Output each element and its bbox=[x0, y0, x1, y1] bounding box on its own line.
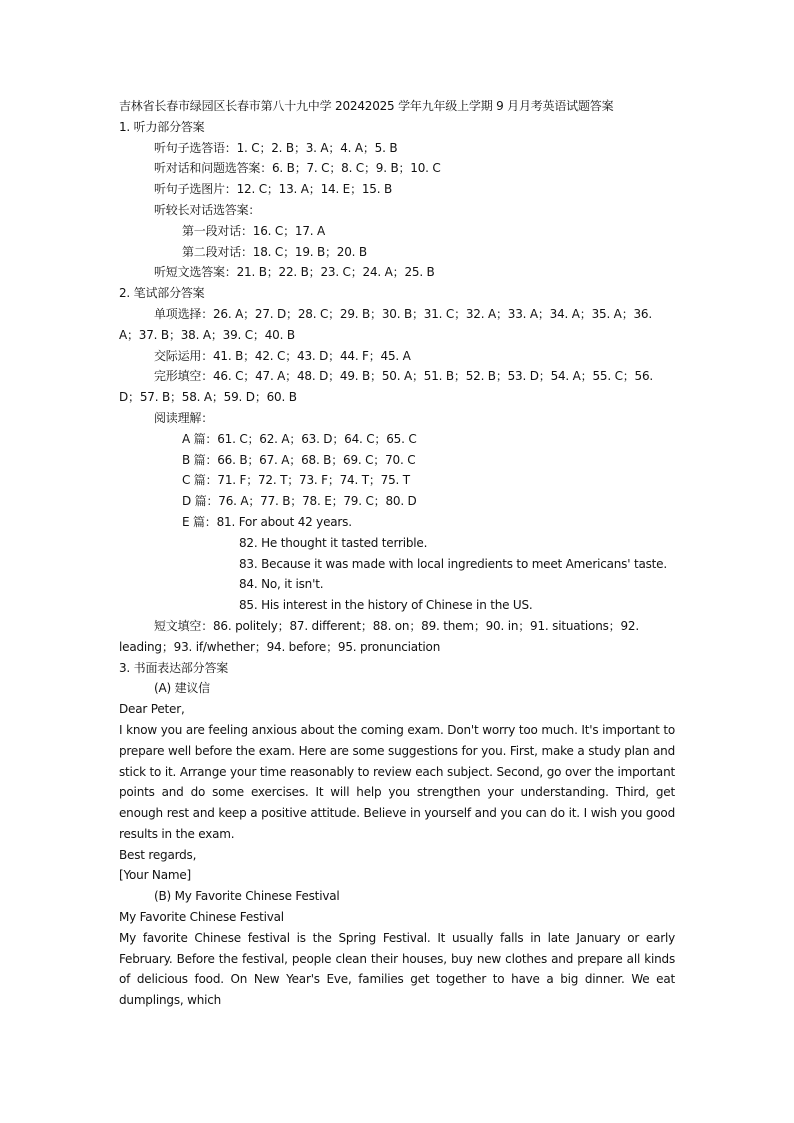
cloze-line: 完形填空：46. C；47. A；48. D；49. B；50. A；51. B；52. B；53. D；54. A；55. C；56. bbox=[154, 369, 654, 384]
reading-line: E 篇：81. For about 42 years. bbox=[182, 514, 352, 529]
listening-item: 听较长对话选答案： bbox=[154, 202, 261, 217]
reading-e-answer: 85. His interest in the history of Chinese in the US. bbox=[239, 598, 533, 613]
communication-line: 交际运用：41. B；42. C；43. D；44. F；45. A bbox=[154, 348, 411, 363]
document-title: 吉林省长春市绿园区长春市第八十九中学 20242025 学年九年级上学期 9 月月考英语试题答案 bbox=[119, 99, 614, 113]
cloze-line: D；57. B；58. A；59. D；60. B bbox=[119, 390, 297, 405]
writing-heading: 3. 书面表达部分答案 bbox=[119, 660, 229, 675]
letter-closing: Best regards, bbox=[119, 847, 197, 862]
written-heading: 2. 笔试部分答案 bbox=[119, 286, 205, 301]
listening-dialogue: 第一段对话：16. C；17. A bbox=[182, 223, 325, 238]
reading-line: C 篇：71. F；72. T；73. F；74. T；75. T bbox=[182, 473, 410, 488]
reading-heading: 阅读理解： bbox=[154, 410, 214, 425]
reading-line: B 篇：66. B；67. A；68. B；69. C；70. C bbox=[182, 452, 416, 467]
single-choice-line: A；37. B；38. A；39. C；40. B bbox=[119, 327, 295, 342]
letter-greeting: Dear Peter, bbox=[119, 702, 185, 717]
listening-item: 听句子选答语：1. C；2. B；3. A；4. A；5. B bbox=[154, 140, 398, 155]
writing-a-heading: (A) 建议信 bbox=[154, 681, 210, 696]
reading-line: A 篇：61. C；62. A；63. D；64. C；65. C bbox=[182, 431, 417, 446]
letter-body: I know you are feeling anxious about the coming exam. Don't worry too much. It's important to prepare well before the exam. Here are some suggestions for you. First, make a study plan and stick to it. Arrange your time reasonably to review each subject. Second, go over the important points and do some exercises. It will help you strengthen your understanding. Third, get enough rest and keep a positive attitude. Believe in yourself and you can do it. I wish you good results in the exam. bbox=[119, 722, 675, 841]
listening-heading: 1. 听力部分答案 bbox=[119, 119, 205, 134]
reading-e-answer: 84. No, it isn't. bbox=[239, 577, 324, 592]
essay-body: My favorite Chinese festival is the Spring Festival. It usually falls in late January or early February. Before the festival, people clean their houses, buy new clothes and prepare all kinds of delicious food. On New Year's Eve, families get together to have a big dinner. We eat dumplings, which bbox=[119, 930, 675, 1008]
reading-e-answer: 82. He thought it tasted terrible. bbox=[239, 535, 428, 550]
essay-title: My Favorite Chinese Festival bbox=[119, 910, 284, 925]
listening-dialogue: 第二段对话：18. C；19. B；20. B bbox=[182, 244, 367, 259]
writing-b-heading: (B) My Favorite Chinese Festival bbox=[154, 889, 340, 904]
listening-item: 听句子选图片：12. C；13. A；14. E；15. B bbox=[154, 182, 392, 197]
reading-line: D 篇：76. A；77. B；78. E；79. C；80. D bbox=[182, 494, 417, 509]
listening-passage: 听短文选答案：21. B；22. B；23. C；24. A；25. B bbox=[154, 265, 435, 280]
listening-item: 听对话和问题选答案：6. B；7. C；8. C；9. B；10. C bbox=[154, 161, 441, 176]
answer-document bbox=[119, 96, 675, 1011]
gap-fill-line: 短文填空：86. politely；87. different；88. on；89. them；90. in；91. situations；92. bbox=[154, 618, 639, 633]
single-choice-line: 单项选择：26. A；27. D；28. C；29. B；30. B；31. C；32. A；33. A；34. A；35. A；36. bbox=[154, 306, 652, 321]
reading-e-answer: 83. Because it was made with local ingredients to meet Americans' taste. bbox=[239, 556, 667, 571]
gap-fill-line: leading；93. if/whether；94. before；95. pronunciation bbox=[119, 639, 441, 654]
letter-signature: [Your Name] bbox=[119, 868, 191, 883]
